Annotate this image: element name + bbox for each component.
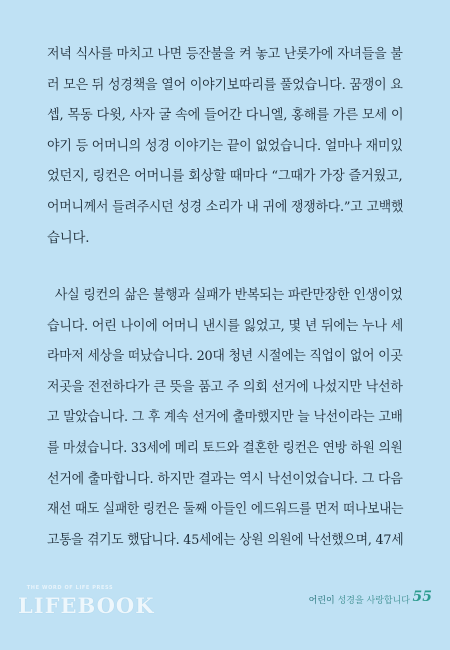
- text-line: 야기 등 어머니의 성경 이야기는 끝이 없었습니다. 얼마나 재미있: [47, 138, 403, 154]
- text-line: 어머니께서 들려주시던 성경 소리가 내 귀에 쟁쟁하다.”고 고백했: [47, 199, 404, 215]
- text-line: 러 모은 뒤 성경책을 열어 이야기보따리를 풀었습니다. 꿈쟁이 요: [47, 77, 403, 93]
- series-title: [309, 593, 410, 606]
- text-line: 저곳을 전전하다가 큰 뜻을 품고 주 의회 선거에 나섰지만 낙선하: [47, 379, 403, 395]
- paragraph-1: [47, 40, 407, 254]
- logo-tagline: THE WORD OF LIFE PRESS: [26, 585, 114, 591]
- publisher-logo: [18, 585, 155, 635]
- series-title-highlight: 어린이: [308, 596, 335, 606]
- text-line: 사실 링컨의 삶은 불행과 실패가 반복되는 파란만장한 인생이었: [47, 288, 403, 303]
- page-number: 55: [412, 589, 432, 605]
- text-line: 재선 때도 실패한 링컨은 둘째 아들인 에드워드를 먼저 떠나보내는: [47, 502, 404, 518]
- text-line: 습니다.: [47, 230, 90, 246]
- text-line: 저녁 식사를 마치고 나면 등잔불을 켜 놓고 난롯가에 자녀들을 불: [47, 47, 403, 62]
- text-line: 셉, 목동 다윗, 사자 굴 속에 들어간 다니엘, 홍해를 가른 모세 이: [47, 108, 404, 124]
- paragraph-2: [47, 281, 407, 556]
- logo-wordmark: LIFEBOOK: [18, 593, 155, 618]
- text-line: 라마저 세상을 떠났습니다. 20대 청년 시절에는 직업이 없어 이곳: [47, 349, 403, 365]
- text-line: 고통을 겪기도 했답니다. 45세에는 상원 의원에 낙선했으며, 47세: [47, 532, 404, 548]
- text-line: 를 마셨습니다. 33세에 메리 토드와 결혼한 링컨은 연방 하원 의원: [47, 440, 403, 456]
- series-title-rest: 성경을 사랑합니다: [334, 596, 410, 606]
- text-line: 고 말았습니다. 그 후 계속 선거에 출마했지만 늘 낙선이라는 고배: [47, 410, 403, 426]
- text-line: 습니다. 어린 나이에 어머니 낸시를 잃었고, 몇 년 뒤에는 누나 세: [47, 318, 404, 334]
- text-line: 었던지, 링컨은 어머니를 회상할 때마다 “그때가 가장 즐거웠고,: [47, 169, 403, 185]
- text-line: 선거에 출마합니다. 하지만 결과는 역시 낙선이었습니다. 그 다음: [47, 471, 403, 487]
